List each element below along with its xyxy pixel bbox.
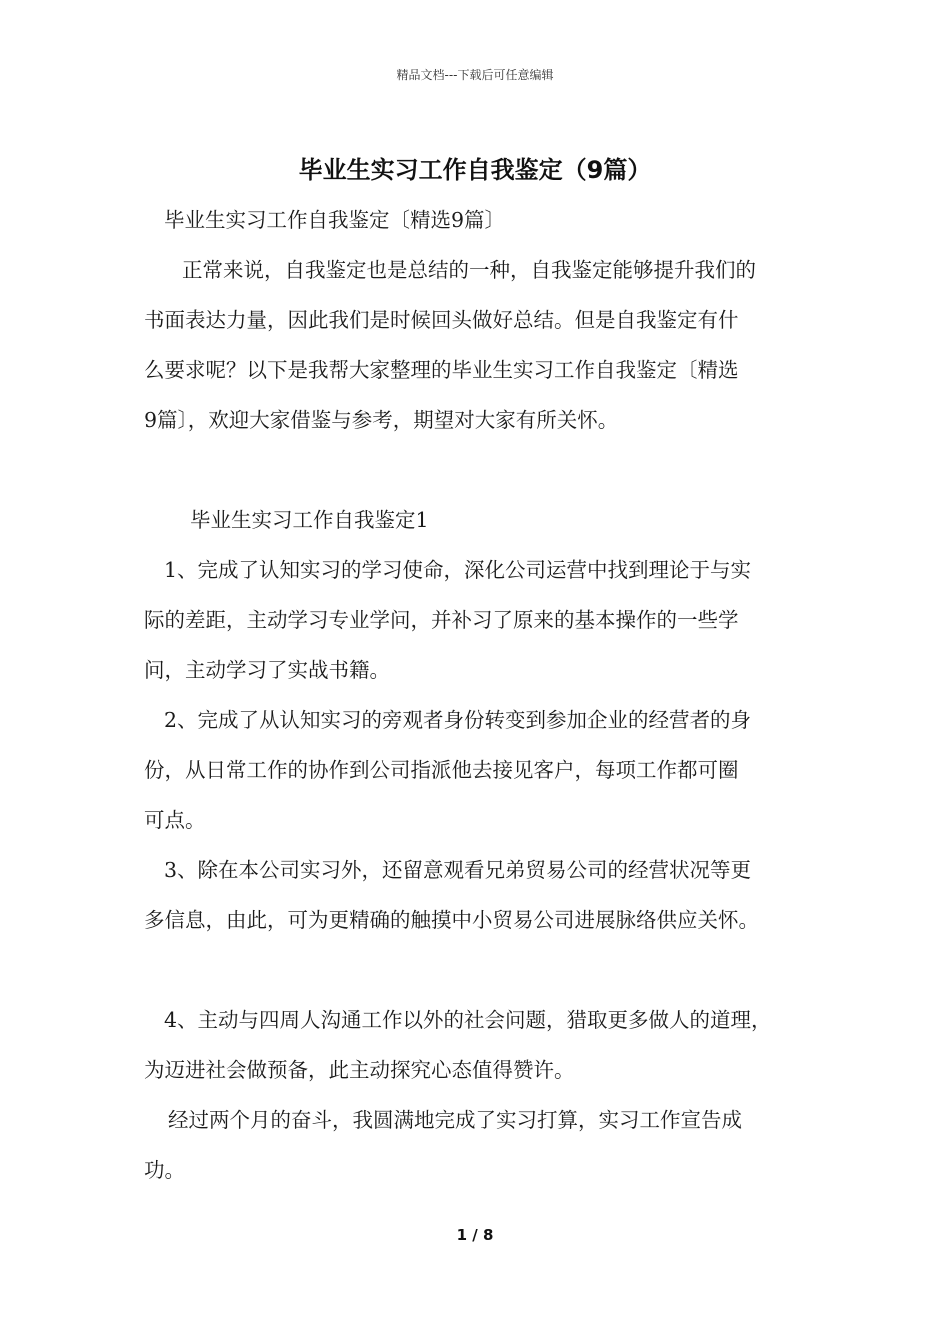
intro-line: 正常来说，自我鉴定也是总结的一种，自我鉴定能够提升我们的 bbox=[182, 258, 756, 282]
item-line: 2、完成了从认知实习的旁观者身份转变到参加企业的经营者的身 bbox=[164, 708, 752, 732]
section-heading bbox=[144, 495, 824, 545]
subtitle-line: 毕业生实习工作自我鉴定〔精选9篇〕 bbox=[164, 208, 506, 232]
page-number: 1 / 8 bbox=[456, 1226, 494, 1244]
document-title: 毕业生实习工作自我鉴定（9篇） bbox=[298, 156, 652, 184]
item-line: 3、除在本公司实习外，还留意观看兄弟贸易公司的经营状况等更 bbox=[164, 858, 752, 882]
item-line: 可点。 bbox=[144, 808, 206, 832]
closing-line: 功。 bbox=[144, 1158, 185, 1182]
item-4-paragraph bbox=[144, 995, 824, 1095]
item-line: 问，主动学习了实战书籍。 bbox=[144, 658, 390, 682]
closing-line: 经过两个月的奋斗，我圆满地完成了实习打算，实习工作宣告成 bbox=[168, 1108, 742, 1132]
item-1-paragraph bbox=[144, 545, 824, 695]
intro-line: 书面表达力量，因此我们是时候回头做好总结。但是自我鉴定有什 bbox=[144, 308, 739, 332]
intro-line: 9篇〕，欢迎大家借鉴与参考，期望对大家有所关怀。 bbox=[144, 408, 619, 432]
item-line: 4、主动与四周人沟通工作以外的社会问题，猎取更多做人的道理， bbox=[164, 1008, 772, 1032]
item-line: 份，从日常工作的协作到公司指派他去接见客户，每项工作都可圈 bbox=[144, 758, 739, 782]
item-line: 为迈进社会做预备，此主动探究心态值得赞许。 bbox=[144, 1058, 575, 1082]
closing-paragraph bbox=[144, 1095, 824, 1195]
item-2-paragraph bbox=[144, 695, 824, 845]
section-heading-line: 毕业生实习工作自我鉴定1 bbox=[190, 508, 429, 532]
item-3-paragraph bbox=[144, 845, 824, 945]
header-note: 精品文档---下载后可任意编辑 bbox=[396, 68, 554, 82]
item-line: 际的差距，主动学习专业学问，并补习了原来的基本操作的一些学 bbox=[144, 608, 739, 632]
intro-paragraph bbox=[144, 245, 824, 445]
subtitle bbox=[144, 195, 824, 245]
item-line: 1、完成了认知实习的学习使命，深化公司运营中找到理论于与实 bbox=[164, 558, 752, 582]
item-line: 多信息，由此，可为更精确的触摸中小贸易公司进展脉络供应关怀。 bbox=[144, 908, 759, 932]
intro-line: 么要求呢？以下是我帮大家整理的毕业生实习工作自我鉴定〔精选 bbox=[144, 358, 739, 382]
